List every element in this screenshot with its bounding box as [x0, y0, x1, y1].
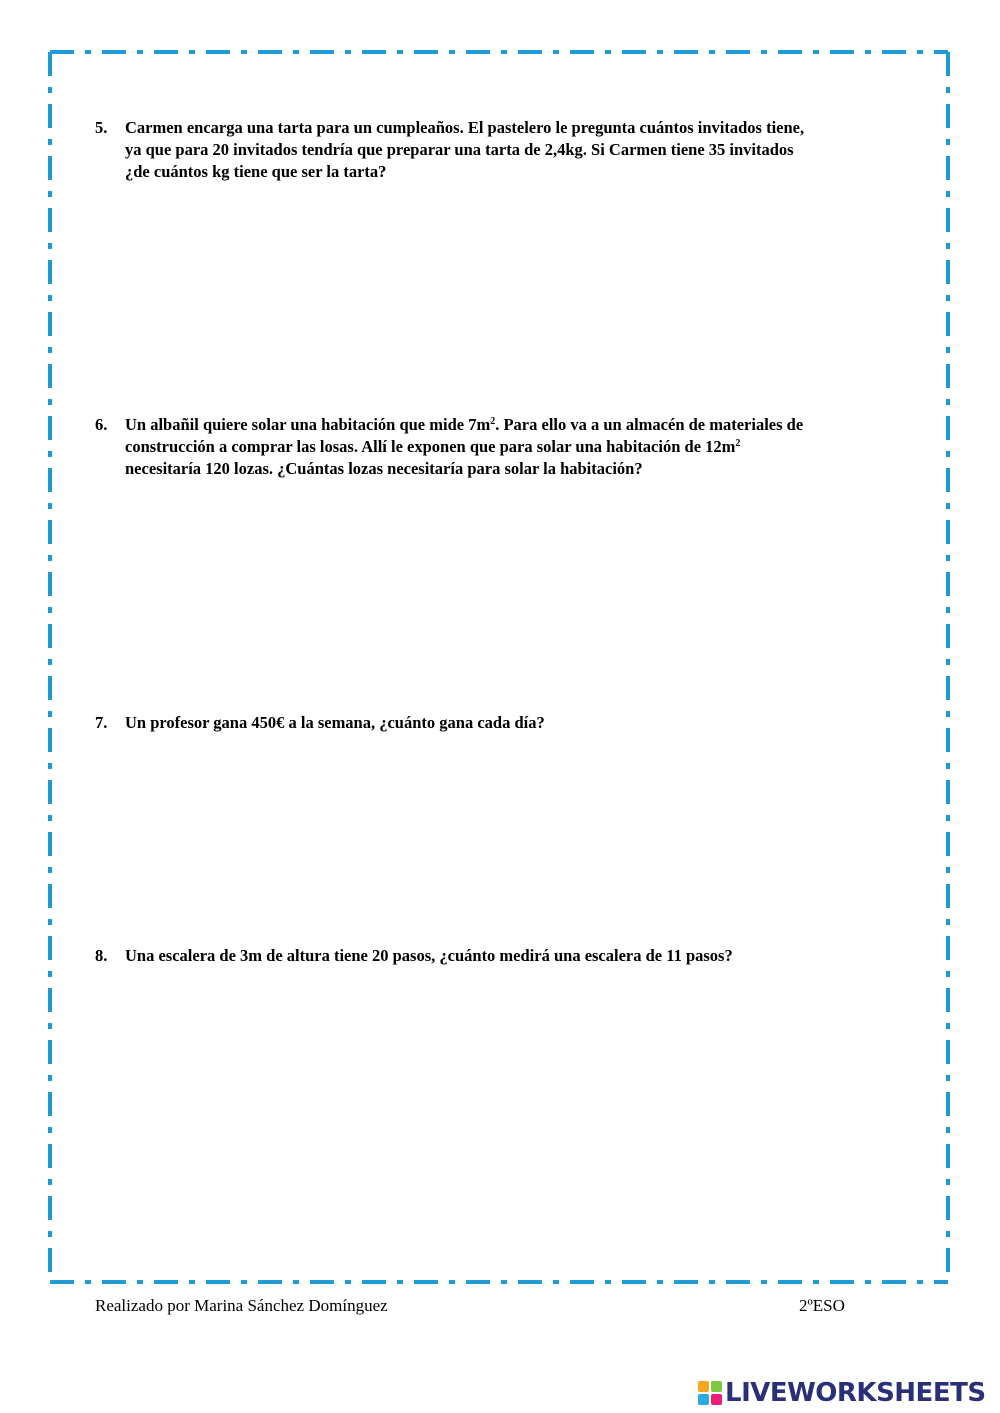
brand-name: LIVEWORKSHEETS — [725, 1378, 986, 1408]
problem-text: Un profesor gana 450€ a la semana, ¿cuánto gana cada día? — [125, 713, 545, 732]
liveworksheets-logo-icon — [698, 1381, 722, 1405]
problem-text — [125, 117, 895, 183]
problem-text — [125, 414, 895, 480]
problem-line — [125, 414, 895, 436]
problem-5 — [95, 117, 895, 183]
superscript: 2 — [735, 438, 741, 449]
footer-grade: 2ºESO — [799, 1296, 845, 1315]
problem-line: Carmen encarga una tarta para un cumpleaños. El pastelero le pregunta cuántos invitados tiene, — [125, 118, 805, 137]
problem-line — [125, 436, 895, 458]
problem-line-part: construcción a comprar las losas. Allí le exponen que para solar una habitación de 12m — [125, 437, 736, 456]
problem-number: 8. — [95, 946, 108, 965]
superscript: 2 — [490, 416, 496, 427]
problem-line: necesitaría 120 lozas. ¿Cuántas lozas necesitaría para solar la habitación? — [125, 459, 643, 478]
problem-8 — [95, 945, 895, 967]
problem-6 — [95, 414, 895, 480]
problem-number: 6. — [95, 415, 108, 434]
problem-line-part: Un albañil quiere solar una habitación que mide 7m — [125, 415, 491, 434]
problem-line: ¿de cuántos kg tiene que ser la tarta? — [125, 162, 387, 181]
liveworksheets-brand — [698, 1378, 986, 1408]
footer-author: Realizado por Marina Sánchez Domínguez — [95, 1296, 388, 1315]
problem-line: ya que para 20 invitados tendría que preparar una tarta de 2,4kg. Si Carmen tiene 35 invitados — [125, 140, 794, 159]
problem-number: 7. — [95, 713, 108, 732]
problem-number: 5. — [95, 118, 108, 137]
problem-7 — [95, 712, 895, 734]
problem-text: Una escalera de 3m de altura tiene 20 pasos, ¿cuánto medirá una escalera de 11 pasos? — [125, 946, 733, 965]
problem-line-part: . Para ello va a un almacén de materiales de — [495, 415, 804, 434]
